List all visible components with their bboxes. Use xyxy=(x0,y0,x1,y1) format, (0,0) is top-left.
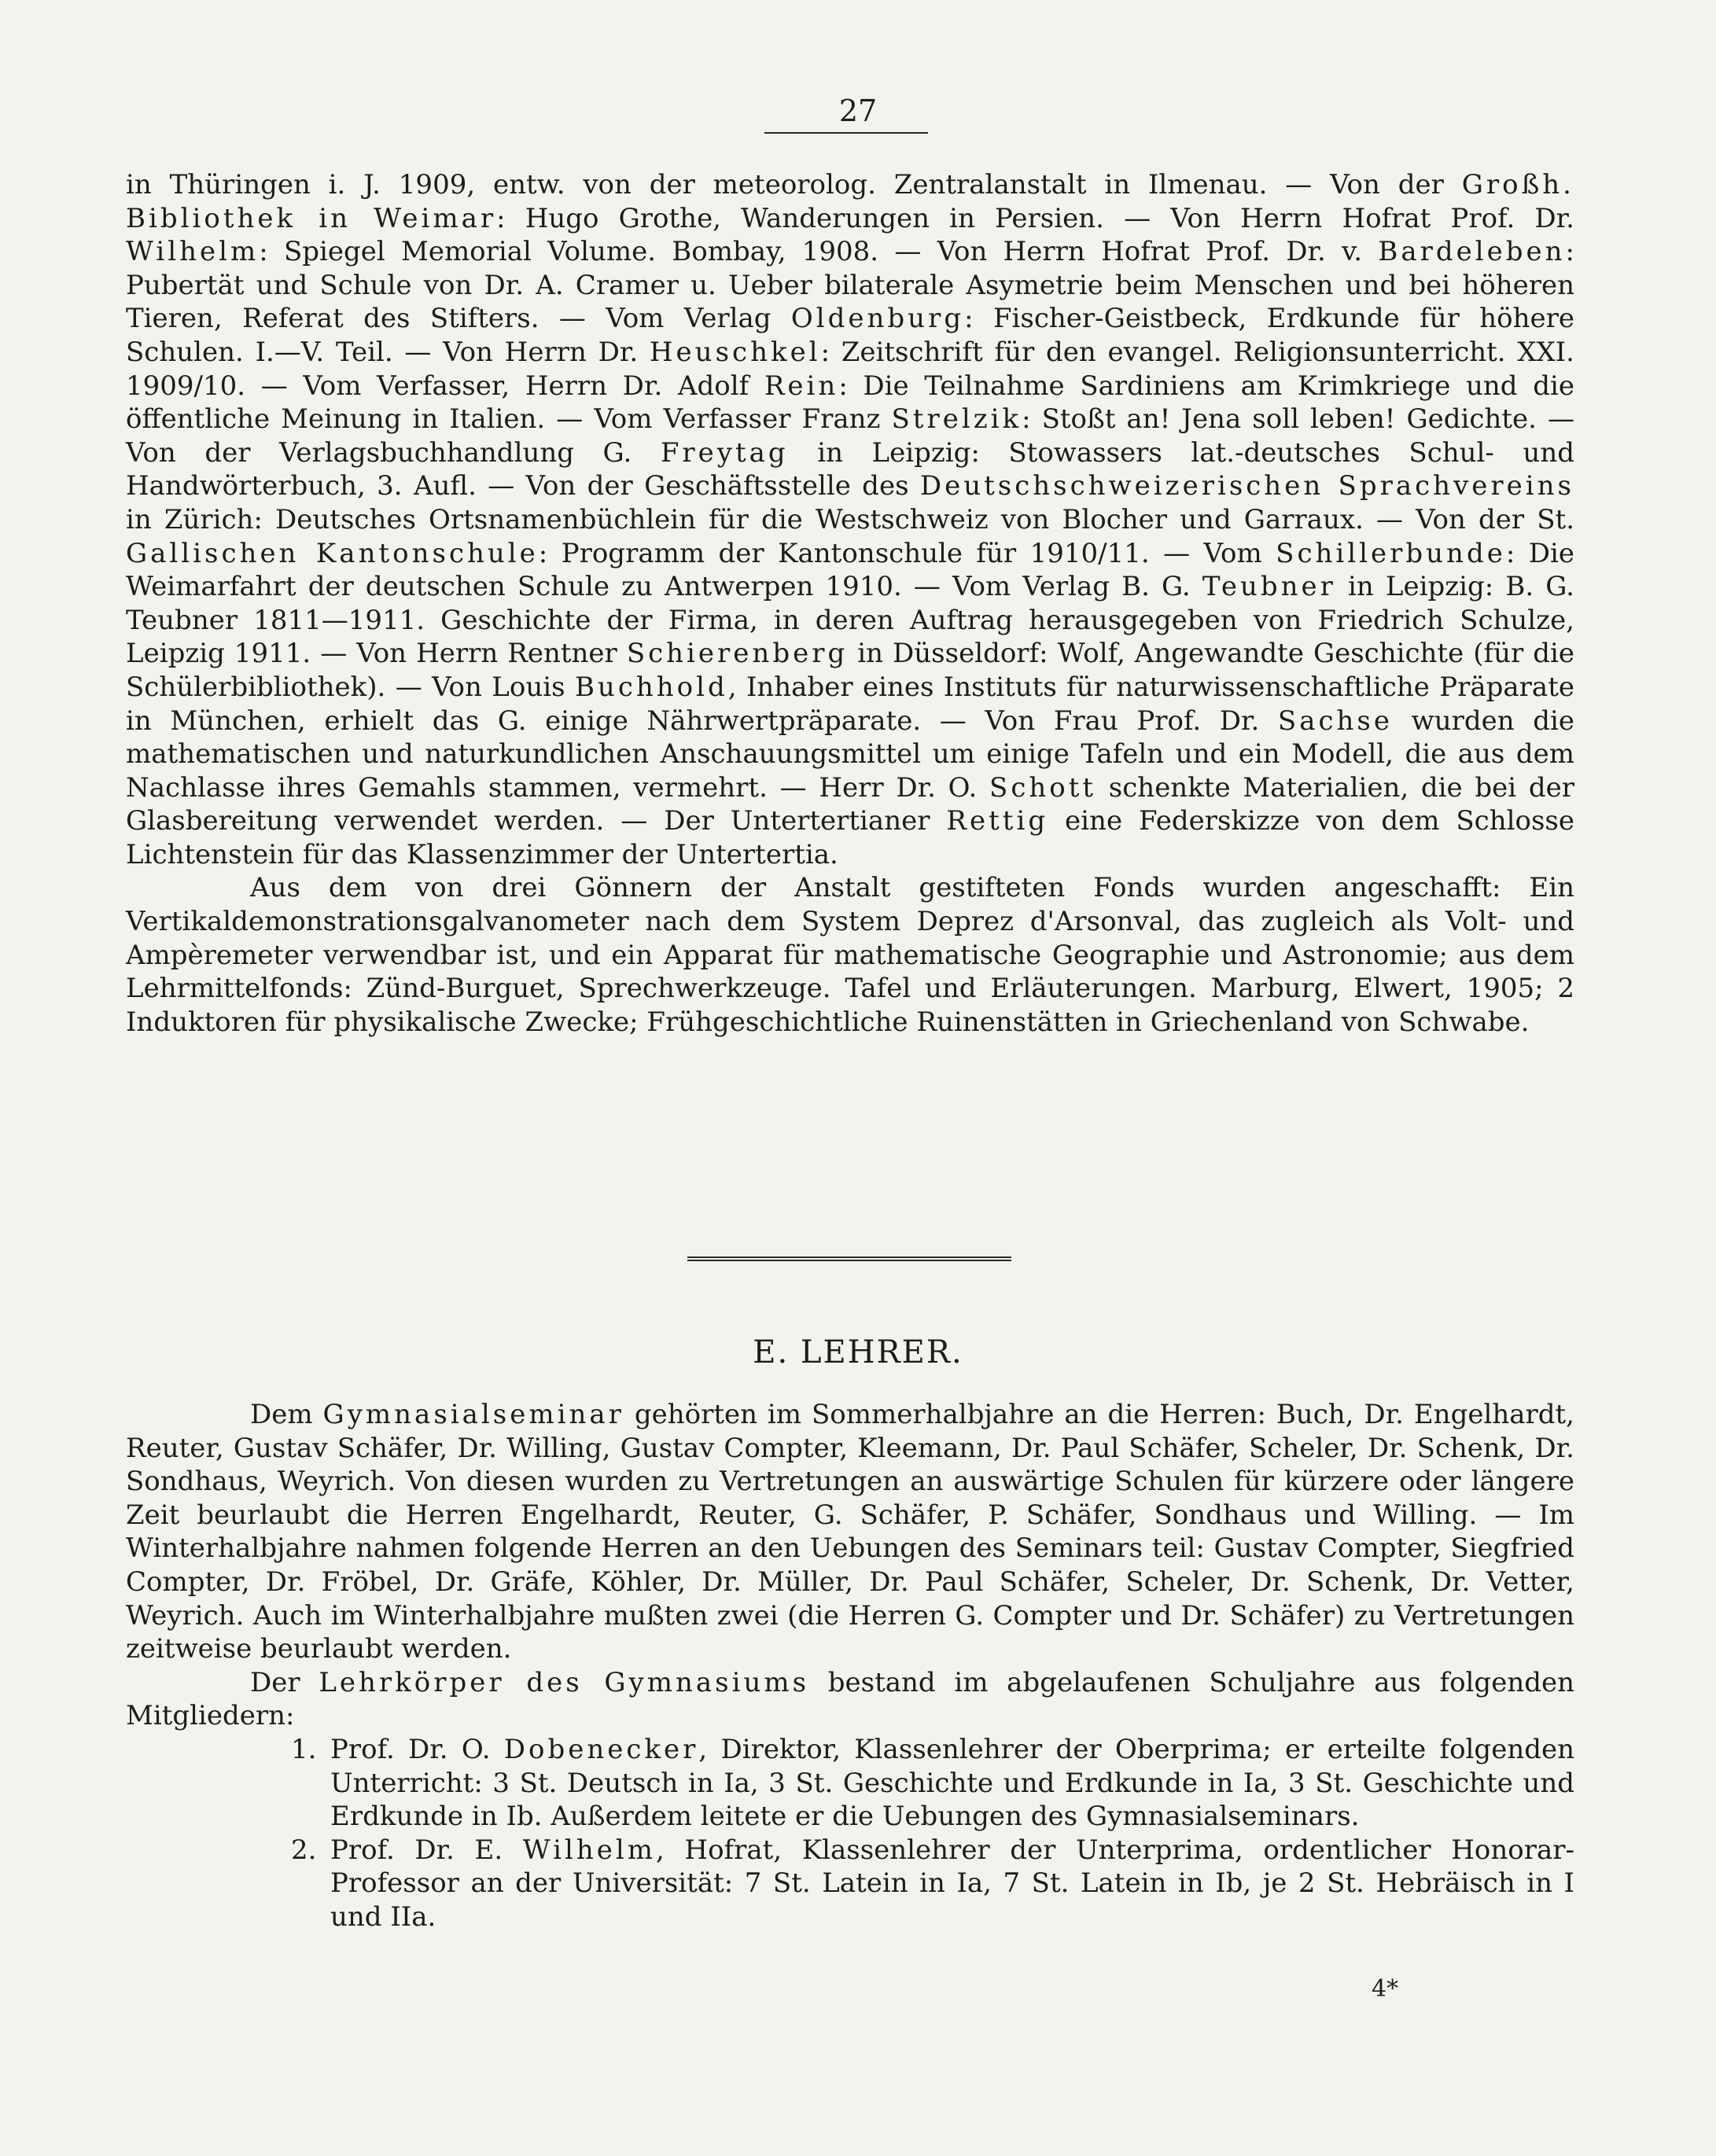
spaced-name: Strelzik xyxy=(891,403,1022,436)
text-run: gehörten im Sommerhalbjahre an die Herren: Buch, Dr. Engelhardt, Reuter, Gustav Schäfer, Dr. Willing, Gustav Compter, Kleemann, Dr. Paul Schäfer, Scheler, Dr. Schenk, Dr. Sondhaus, Weyrich. Von diesen wurden zu Vertretungen an auswärtige Schulen für kürzere oder längere Zeit beurlaubt die Herren Engelhardt, Reuter, G. Schäfer, P. Schäfer, Sondhaus und Willing. — Im Winterhalbjahre nahmen folgende Herren an den Uebungen des Seminars teil: Gustav Compter, Siegfried Compter, Dr. Fröbel, Dr. Gräfe, Köhler, Dr. Müller, Dr. Paul Schäfer, Scheler, Dr. Schenk, Dr. Vetter, Weyrich. Auch im Winterhalbjahre mußten zwei (die Herren G. Compter und Dr. Schäfer) zu Vertretungen zeitweise beurlaubt werden. xyxy=(126,1399,1574,1665)
spaced-name: Dobenecker xyxy=(503,1733,699,1765)
spaced-name: Rein xyxy=(764,370,839,402)
text-run: : Programm der Kantonschule für 1910/11. — Vom xyxy=(538,537,1276,569)
fonds-paragraph: Aus dem von drei Gönnern der Anstalt gestifteten Fonds wurden angeschafft: Ein Vertikaldemonstrationsgalvanometer nach dem System Deprez d'Arsonval, das zugleich als Volt- und Ampèremeter verwendbar ist, und ein Apparat für mathematische Geographie und Astronomie; aus dem Lehrmittelfonds: Zünd-Burguet, Sprechwerkzeuge. Tafel und Erläuterungen. Marburg, Elwert, 1905; 2 Induktoren für physikalische Zwecke; Frühgeschichtliche Ruinenstätten in Griechenland von Schwabe. xyxy=(126,872,1574,1038)
text-run: in Thüringen i. J. 1909, entw. von der meteorolog. Zentralanstalt in Ilmenau. — Von der xyxy=(126,169,1462,201)
text-run: wurden die mathematischen und naturkundlichen Anschauungsmittel um einige Tafeln und ein Modell, die aus dem Nachlasse ihres Gemahls stammen, vermehrt. — Herr Dr. O. xyxy=(126,705,1574,804)
teacher-item xyxy=(126,1733,1574,1834)
continuation-paragraph xyxy=(126,168,1574,871)
lehrer-section xyxy=(126,1398,1574,1934)
text-run: in Leipzig: Stowassers lat.-deutsches Schul- und Handwörterbuch, 3. Aufl. — Von der Geschäftsstelle des xyxy=(126,436,1574,502)
text-run: : Stoßt an! Jena soll leben! Gedichte. — Von der Verlagsbuchhandlung G. xyxy=(126,403,1574,469)
text-run: : Hugo Grothe, Wanderungen in Persien. — Von Herrn Hofrat Prof. Dr. xyxy=(496,202,1574,234)
spaced-name: Sachse xyxy=(1277,705,1393,737)
text-run: , Direktor, Klassenlehrer der Oberprima; er erteilte folgenden Unterricht: 3 St. Deutsch in Ia, 3 St. Geschichte und Erdkunde in Ia, 3 St. Geschichte und Erdkunde in Ib. Außerdem leitete er die Uebungen des Gymnasialseminars. xyxy=(330,1733,1574,1833)
teacher-entry xyxy=(330,1734,1574,1832)
spaced-name: Großh. Bibliothek in Weimar xyxy=(126,169,1574,234)
text-run: : Pubertät und Schule von Dr. A. Cramer u. Ueber bilaterale Asymetrie beim Menschen und bei höheren Tieren, Referat des Stifters. — Vom Verlag xyxy=(126,236,1574,335)
signature-mark: 4* xyxy=(1372,1975,1399,2003)
text-run: in Leipzig: B. G. Teubner 1811—1911. Geschichte der Firma, in deren Auftrag herausgegeben von Friedrich Schulze, Leipzig 1911. — Von Herrn Rentner xyxy=(126,571,1574,670)
spaced-name: Buchhold xyxy=(574,671,728,703)
teacher-entry xyxy=(330,1834,1574,1933)
spaced-name: Teubner xyxy=(1202,571,1336,603)
text-run: Prof. Dr. O. xyxy=(330,1733,504,1765)
text-run: schenkte Materialien, die bei der Glasbereitung verwendet werden. — Der Untertertianer xyxy=(126,771,1574,837)
spaced-name: Gallischen Kantonschule xyxy=(126,537,539,569)
text-run: Der xyxy=(250,1666,319,1698)
spaced-name: Schott xyxy=(989,771,1097,804)
text-run: eine Federskizze von dem Schlosse Lichtenstein für das Klassenzimmer der Untertertia. xyxy=(126,805,1574,870)
text-run: : Zeitschrift für den evangel. Religionsunterricht. XXI. 1909/10. — Vom Verfasser, Herrn Dr. Adolf xyxy=(126,336,1574,402)
text-run: Prof. Dr. E. xyxy=(330,1834,523,1866)
teacher-list xyxy=(126,1733,1574,1934)
spaced-name: Schillerbunde xyxy=(1276,537,1506,569)
text-run: , Hofrat, Klassenlehrer der Unterprima, ordentlicher Honorar-Professor an der Universität: 7 St. Latein in Ia, 7 St. Latein in Ib, je 2 St. Hebräisch in I und IIa. xyxy=(330,1834,1574,1933)
lehrkoerper-paragraph xyxy=(126,1666,1574,1733)
text-run: : Spiegel Memorial Volume. Bombay, 1908. — Von Herrn Hofrat Prof. Dr. v. xyxy=(259,236,1379,268)
page-number-rule xyxy=(764,132,928,134)
text-run: : Die Teilnahme Sardiniens am Krimkriege und die öffentliche Meinung in Italien. — Vom Verfasser Franz xyxy=(126,370,1574,436)
teacher-item xyxy=(126,1834,1574,1934)
text-run: Dem xyxy=(250,1399,323,1430)
page-number: 27 xyxy=(838,94,878,128)
spaced-name: Oldenburg xyxy=(790,303,965,335)
teacher-number: 2. xyxy=(291,1834,317,1866)
spaced-name: Deutschschweizerischen Sprachvereins xyxy=(919,470,1574,502)
spaced-name: Lehrkörper des Gymnasiums xyxy=(319,1666,810,1698)
text-run: , Inhaber eines Instituts für naturwissenschaftliche Präparate in München, erhielt das G. einige Nährwertpräparate. — Von Frau Prof. Dr. xyxy=(126,671,1574,737)
teacher-number: 1. xyxy=(291,1733,317,1765)
section-heading: E. LEHRER. xyxy=(753,1334,963,1370)
body-text xyxy=(126,168,1574,1039)
seminar-paragraph xyxy=(126,1398,1574,1666)
text-run: in Düsseldorf: Wolf, Angewandte Geschichte (für die Schülerbibliothek). — Von Louis xyxy=(126,638,1574,703)
section-divider xyxy=(687,1256,1011,1261)
text-run: in Zürich: Deutsches Ortsnamenbüchlein für die Westschweiz von Blocher und Garraux. — Von der St. xyxy=(126,503,1574,535)
spaced-name: Schierenberg xyxy=(626,638,849,670)
spaced-name: Bardeleben xyxy=(1378,236,1566,268)
spaced-name: Heuschkel xyxy=(649,336,821,368)
text-run: : Fischer-Geistbeck, Erdkunde für höhere Schulen. I.—V. Teil. — Von Herrn Dr. xyxy=(126,303,1574,368)
text-run: bestand im abgelaufenen Schuljahre aus folgenden Mitgliedern: xyxy=(126,1666,1574,1732)
spaced-name: Rettig xyxy=(946,805,1049,837)
spaced-name: Wilhelm xyxy=(126,236,260,268)
text-run: : Die Weimarfahrt der deutschen Schule zu Antwerpen 1910. — Vom Verlag B. G. xyxy=(126,537,1575,603)
spaced-name: Wilhelm xyxy=(522,1834,657,1866)
spaced-name: Freytag xyxy=(660,436,789,469)
spaced-name: Gymnasialseminar xyxy=(322,1399,624,1430)
